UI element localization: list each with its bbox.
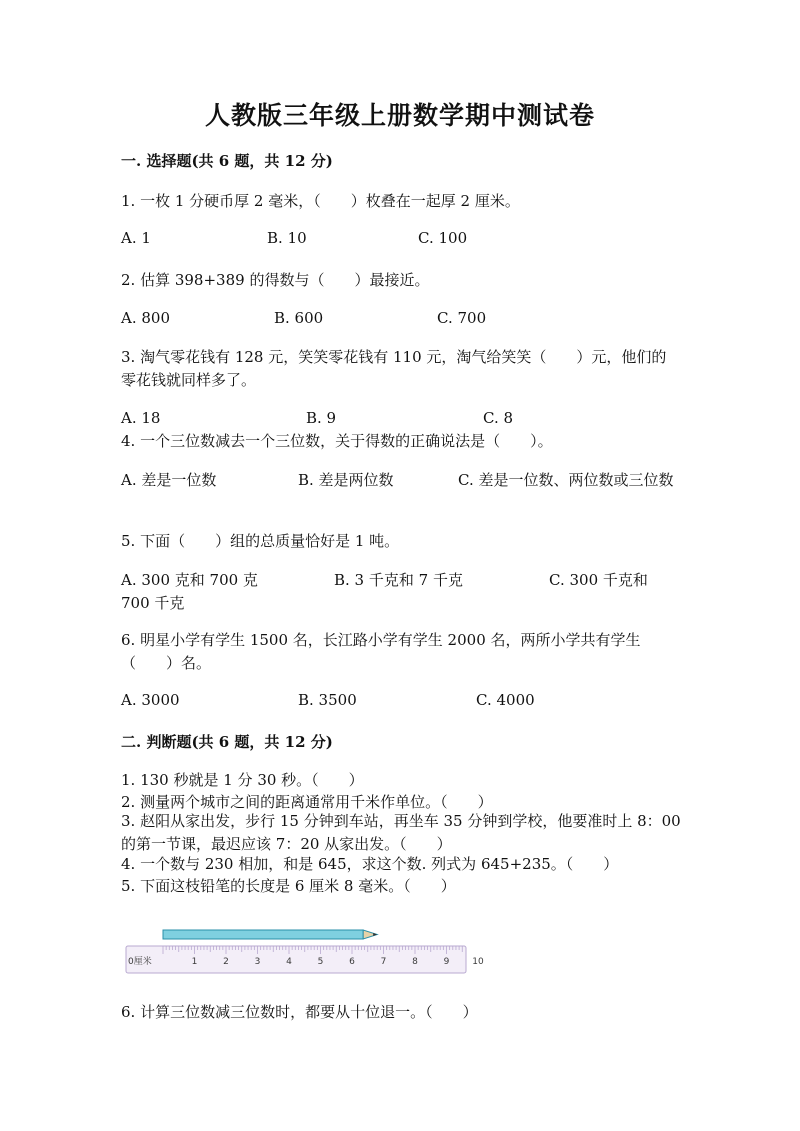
q4-option-c: C. 差是一位数、两位数或三位数 <box>458 471 674 489</box>
q3-option-a: A. 18 <box>121 409 161 427</box>
section-heading-judgement: 二. 判断题(共 6 题，共 12 分) <box>121 733 333 751</box>
ruler-number: 6 <box>349 957 355 967</box>
question-6: 6. 明星小学有学生 1500 名，长江路小学有学生 2000 名，两所小学共有学生（ ）名。 <box>121 631 641 672</box>
judge-5: 5. 下面这枝铅笔的长度是 6 厘米 8 毫米。（ ） <box>121 877 456 895</box>
ruler-number: 7 <box>380 957 387 967</box>
ruler-zero-label: 0厘米 <box>128 957 152 967</box>
q5-option-c: C. 300 千克和 700 千克 <box>121 571 648 612</box>
ruler-figure <box>125 926 484 976</box>
q5-option-a: A. 300 克和 700 克 <box>121 571 258 589</box>
ruler-number: 9 <box>443 957 450 967</box>
judge-1: 1. 130 秒就是 1 分 30 秒。（ ） <box>121 771 364 789</box>
q2-option-a: A. 800 <box>121 309 170 327</box>
q1-option-a: A. 1 <box>121 229 151 247</box>
q3-option-c: C. 8 <box>483 409 514 427</box>
ruler-svg <box>125 926 484 976</box>
ruler-number: 8 <box>412 957 418 967</box>
ruler-number: 5 <box>317 957 324 967</box>
judge-4: 4. 一个数与 230 相加，和是 645，求这个数. 列式为 645+235。（ ） <box>121 855 619 873</box>
q4-option-b: B. 差是两位数 <box>298 471 394 489</box>
q2-option-b: B. 600 <box>274 309 324 327</box>
question-4: 4. 一个三位数减去一个三位数，关于得数的正确说法是（ ）。 <box>121 432 553 450</box>
q5-option-b: B. 3 千克和 7 千克 <box>334 571 463 589</box>
q6-option-a: A. 3000 <box>121 691 180 709</box>
question-2: 2. 估算 398+389 的得数与（ ）最接近。 <box>121 271 430 289</box>
ruler-number: 3 <box>254 957 261 967</box>
q6-option-c: C. 4000 <box>476 691 535 709</box>
q1-option-c: C. 100 <box>418 229 468 247</box>
ruler-number: 10 <box>472 957 484 967</box>
ruler-number: 4 <box>286 957 292 967</box>
question-3: 3. 淘气零花钱有 128 元，笑笑零花钱有 110 元，淘气给笑笑（ ）元，他们的零花钱就同样多了。 <box>121 348 667 389</box>
q3-option-b: B. 9 <box>306 409 337 427</box>
ruler-number: 1 <box>191 957 198 967</box>
q1-option-b: B. 10 <box>267 229 307 247</box>
page-title: 人教版三年级上册数学期中测试卷 <box>204 101 595 130</box>
question-5: 5. 下面（ ）组的总质量恰好是 1 吨。 <box>121 532 400 550</box>
judge-6: 6. 计算三位数减三位数时，都要从十位退一。（ ） <box>121 1003 478 1021</box>
q6-option-b: B. 3500 <box>298 691 357 709</box>
q2-option-c: C. 700 <box>437 309 487 327</box>
ruler-number: 2 <box>223 957 229 967</box>
question-1: 1. 一枚 1 分硬币厚 2 毫米，（ ）枚叠在一起厚 2 厘米。 <box>121 192 520 210</box>
section-heading-choice: 一. 选择题(共 6 题，共 12 分) <box>121 152 333 170</box>
judge-2: 2. 测量两个城市之间的距离通常用千米作单位。（ ） <box>121 793 493 811</box>
pencil-body <box>163 930 363 939</box>
q4-option-a: A. 差是一位数 <box>121 471 217 489</box>
judge-3: 3. 赵阳从家出发，步行 15 分钟到车站，再坐车 35 分钟到学校，他要准时上 8：00 的第一节课，最迟应该 7：20 从家出发。（ ） <box>121 812 681 853</box>
